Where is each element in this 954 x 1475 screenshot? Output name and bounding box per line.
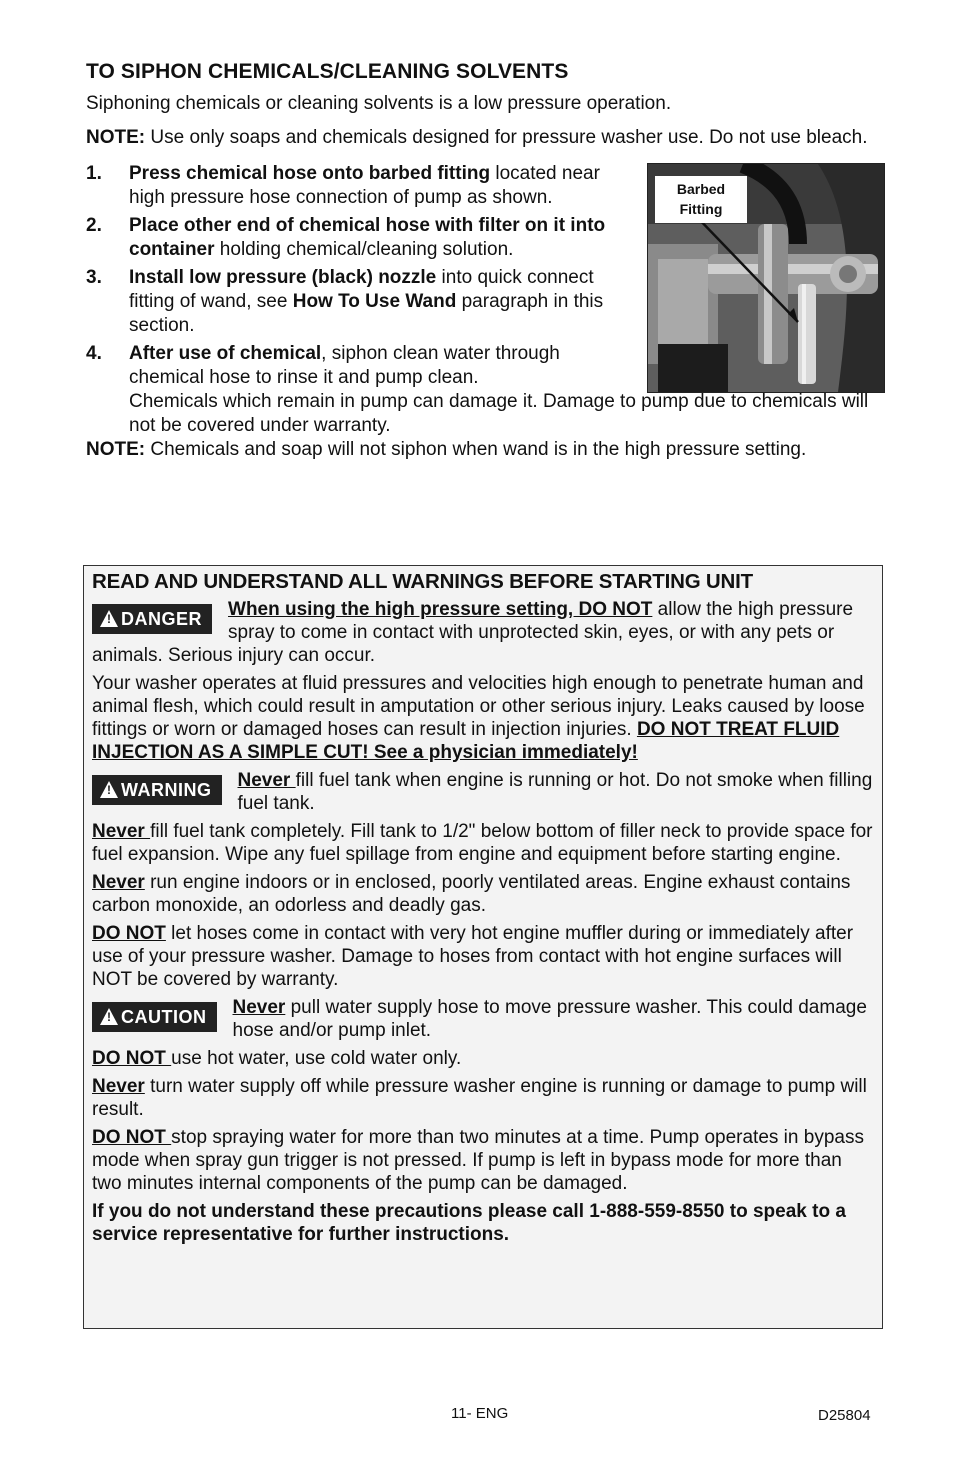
fluid-bold: DO NOT TREAT FLUID INJECTION AS A SIMPLE CUT! See a physician immediately! [92,719,840,763]
c2-lead: DO NOT [92,1048,172,1069]
w4-lead: DO NOT [92,923,166,944]
danger-text: allow the high pressure spray to come in contact with unprotected skin, eyes, or with any pets or animals. Serious injury can occur. [92,599,854,666]
final-instructions: If you do not understand these precautions please call 1-888-559-8550 to speak to a service representative for further instructions. [92,1201,846,1245]
list-item [86,342,886,438]
intro-text: Siphoning chemicals or cleaning solvents is a low pressure operation. [86,93,672,114]
warning-paragraph [92,769,874,815]
step-text-2: Chemicals which remain in pump can damage it. Damage to pump due to chemicals will not be covered under warranty. [129,391,869,436]
step-number: 2. [86,215,102,236]
c3-lead: Never [92,1076,145,1097]
warning-triangle-icon [100,1008,118,1025]
barbed-fitting-label: Barbed Fitting [655,176,747,223]
c1-text: pull water supply hose to move pressure washer. This could damage hose and/or pump inlet. [232,997,867,1041]
warning-badge [92,775,222,805]
fluid-text: Your washer operates at fluid pressures and velocities high enough to penetrate human and animal flesh, which could result in amputation or other serious injury. Leaks caused by loose fittings or worn or damaged hoses can result in injection injuries. [92,673,865,740]
step-text: , siphon clean water through chemical hose to rinse it and pump clean. [129,343,560,388]
w2-text: fill fuel tank completely. Fill tank to 1/2" below bottom of filler neck to provide space for fuel expansion. Wipe any fuel spillage from engine and equipment before starting engine. [92,821,873,865]
step-4-first [129,342,591,390]
danger-badge [92,604,212,634]
caution-badge [92,1002,217,1032]
warnings-title: READ AND UNDERSTAND ALL WARNINGS BEFORE STARTING UNIT [92,570,753,593]
c2-paragraph [92,1047,874,1070]
w2-paragraph [92,820,874,866]
warning-triangle-icon [100,610,118,627]
steps-block [86,162,886,438]
c2-text: use hot water, use cold water only. [171,1048,462,1069]
step-bold: Install low pressure (black) nozzle [129,267,437,288]
warning-triangle-icon [100,781,118,798]
c4-lead: DO NOT [92,1127,172,1148]
c4-text: stop spraying water for more than two minutes at a time. Pump operates in bypass mode when spray gun trigger is not pressed. If pump is left in bypass mode for more than two minutes internal components of the pump can be damaged. [92,1127,864,1194]
step-text: into quick connect fitting of wand, see [129,267,594,312]
list-item [86,162,634,210]
w1-lead: Never [237,770,296,791]
step-number: 3. [86,267,102,288]
list-item [86,214,634,262]
w3-text: run engine indoors or in enclosed, poorly ventilated areas. Engine exhaust contains carbon monoxide, an odorless and deadly gas. [92,872,851,916]
danger-lead: When using the high pressure setting, DO NOT [228,599,653,620]
c4-paragraph [92,1126,874,1195]
document-code: D25804 [818,1407,871,1424]
fluid-injection-paragraph [92,672,874,764]
c1-lead: Never [232,997,286,1018]
w4-paragraph [92,922,874,991]
c3-text: turn water supply off while pressure washer engine is running or damage to pump will result. [92,1076,867,1120]
note-1-text: Use only soaps and chemicals designed for pressure washer use. Do not use bleach. [145,127,868,148]
step-text: holding chemical/cleaning solution. [214,239,514,260]
w3-paragraph [92,871,874,917]
w4-text: let hoses come in contact with very hot engine muffler during or immediately after use of your pressure washer. Damage to hoses from contact with hot engine surfaces will NOT be covered by warranty. [92,923,854,990]
warnings-box [83,565,883,1329]
w3-lead: Never [92,872,145,893]
caution-badge-label: CAUTION [121,1007,207,1027]
danger-paragraph [92,598,874,667]
c3-paragraph [92,1075,874,1121]
section-title: TO SIPHON CHEMICALS/CLEANING SOLVENTS [86,60,569,83]
danger-badge-label: DANGER [121,609,203,629]
step-text: located near high pressure hose connection of pump as shown. [129,163,600,208]
note-1-label: NOTE: [86,127,146,148]
step-number: 4. [86,343,102,364]
step-bold: Press chemical hose onto barbed fitting [129,163,491,184]
siphon-section [86,60,886,462]
caution-paragraph [92,996,874,1042]
step-text-2: paragraph in this section. [129,291,604,336]
note-2 [86,438,886,462]
page-number: 11- ENG [451,1405,509,1422]
note-2-label: NOTE: [86,439,146,460]
note-2-text: Chemicals and soap will not siphon when wand is in the high pressure setting. [145,439,807,460]
step-bold: Place other end of chemical hose with filter on it into container [129,215,606,260]
step-bold: After use of chemical [129,343,322,364]
w2-lead: Never [92,821,151,842]
step-number: 1. [86,163,102,184]
w1-text: fill fuel tank when engine is running or hot. Do not smoke when filling fuel tank. [237,770,873,814]
note-1 [86,126,886,150]
list-item [86,266,634,338]
warning-badge-label: WARNING [121,780,212,800]
step-bold-ref: How To Use Wand [292,291,457,312]
